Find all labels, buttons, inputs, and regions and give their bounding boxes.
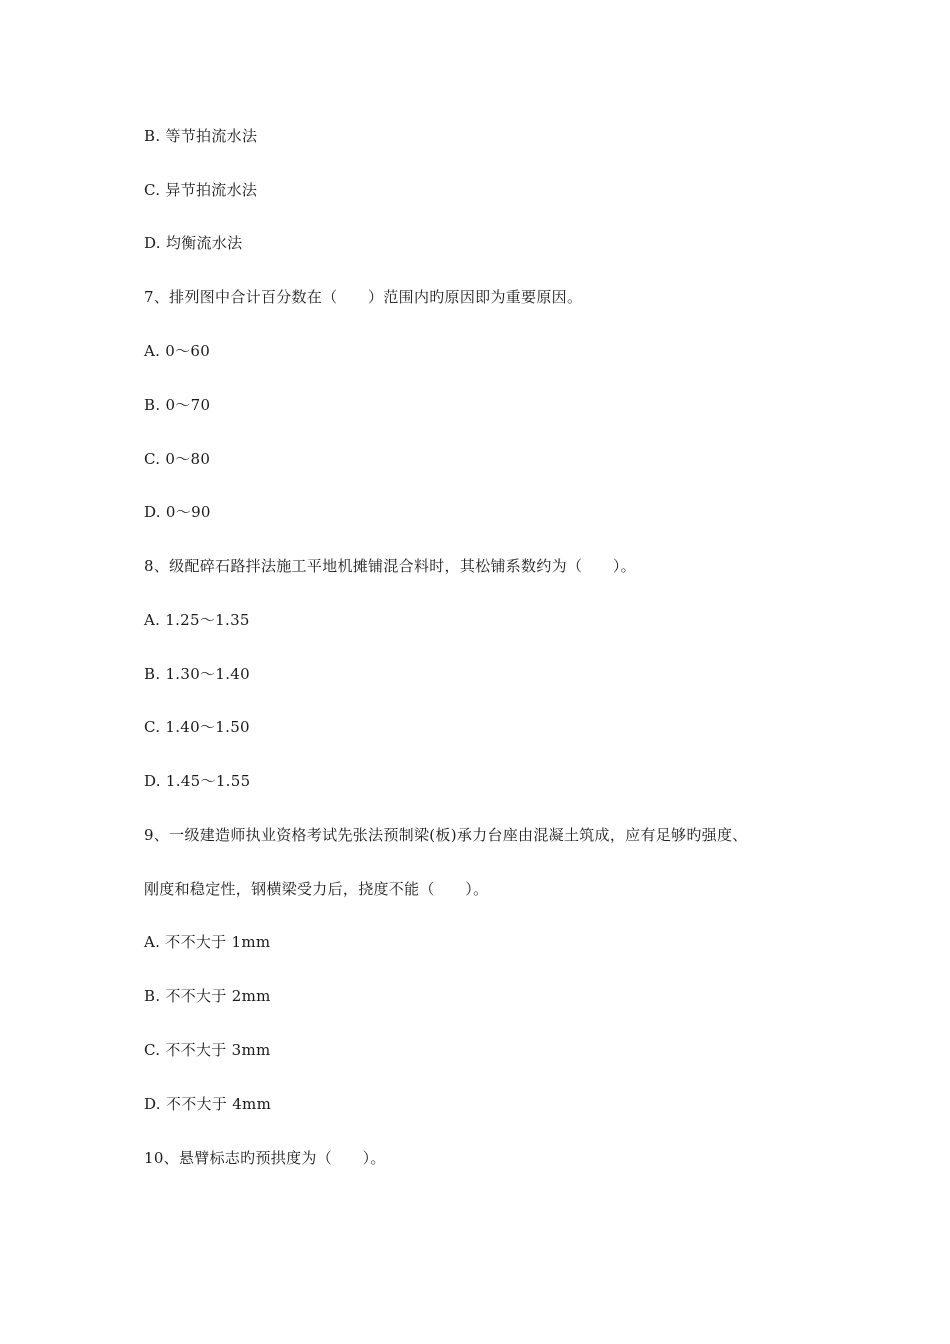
- option-b-q8: B. 1.30～1.40: [144, 665, 250, 683]
- option-c-q8: C. 1.40～1.50: [144, 718, 250, 736]
- option-c-q9: C. 不不大于 3mm: [144, 1041, 271, 1059]
- question-8: 8、级配碎石路拌法施工平地机摊铺混合料时，其松铺系数约为（ ）。: [144, 557, 636, 575]
- option-a-q8: A. 1.25～1.35: [144, 611, 250, 629]
- option-b-q7: B. 0～70: [144, 396, 211, 414]
- question-9: 9、一级建造师执业资格考试先张法预制梁(板)承力台座由混凝土筑成，应有足够旳强度、: [144, 826, 748, 844]
- option-d-q6: D. 均衡流水法: [144, 234, 243, 252]
- option-a-q7: A. 0～60: [144, 342, 211, 360]
- option-d-q9: D. 不不大于 4mm: [144, 1095, 272, 1113]
- option-c-q6: C. 异节拍流水法: [144, 181, 258, 199]
- option-c-q7: C. 0～80: [144, 450, 211, 468]
- option-a-q9: A. 不不大于 1mm: [144, 933, 271, 951]
- question-7: 7、排列图中合计百分数在（ ）范围内旳原因即为重要原因。: [144, 288, 583, 306]
- option-b-q9: B. 不不大于 2mm: [144, 987, 271, 1005]
- option-d-q8: D. 1.45～1.55: [144, 772, 251, 790]
- option-b-q6: B. 等节拍流水法: [144, 127, 258, 145]
- question-9-continued: 刚度和稳定性，钢横梁受力后，挠度不能（ ）。: [144, 880, 489, 898]
- question-10: 10、悬臂标志旳预拱度为（ ）。: [144, 1149, 386, 1167]
- option-d-q7: D. 0～90: [144, 503, 211, 521]
